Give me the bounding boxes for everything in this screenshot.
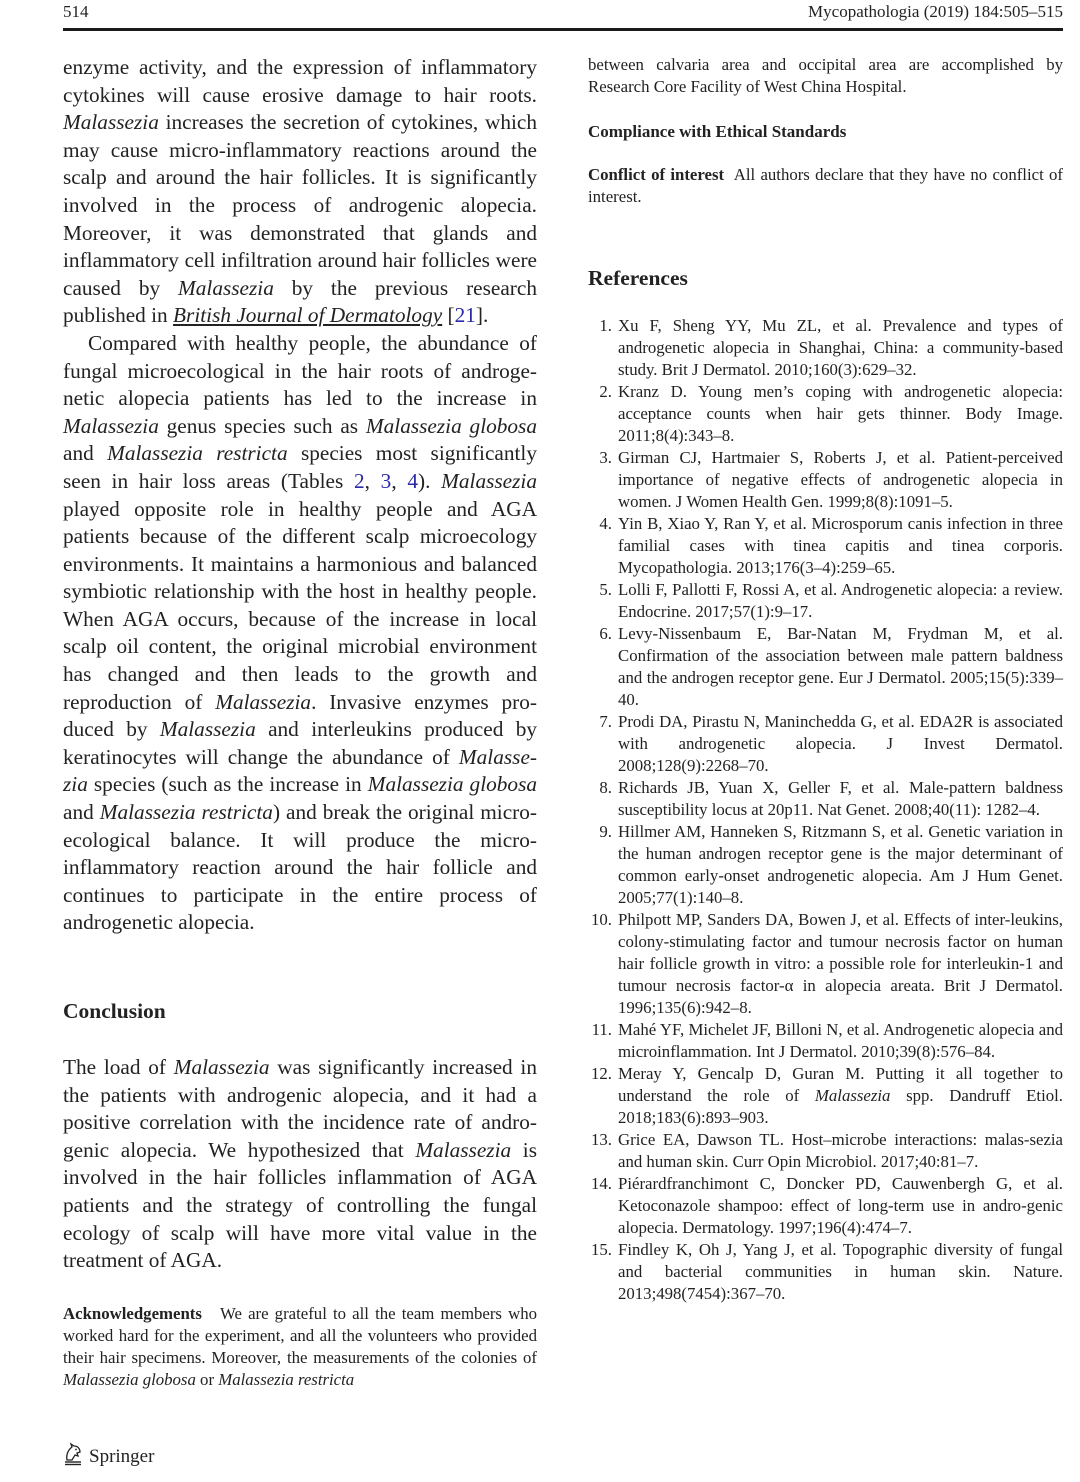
acknowledgements-paragraph: Acknowledgements We are grateful to all the team members who worked hard for the experiment, and all the volunteers who provided their hair specimens. Moreover, the measurements of the colonies of Malassezia globosa or Malassezia restricta <box>63 1303 542 1389</box>
header-rule <box>63 28 1063 31</box>
section-heading-conclusion: Conclusion <box>63 999 166 1023</box>
table-link-4[interactable]: 4 <box>407 468 419 493</box>
reference-item: 1. Xu F, Sheng YY, Mu ZL, et al. Prevalence and types of androgenetic alopecia in Shanghai, China: a community-based study. Brit J Dermatol. 2010;160(3):629–32. <box>599 316 1063 379</box>
reference-item: 4. Yin B, Xiao Y, Ran Y, et al. Microsporum canis infection in three familial cases with tinea capitis and tinea corporis. Mycopathologia. 2013;176(3–4):259–65. <box>599 514 1063 577</box>
reference-item: 11. Mahé YF, Michelet JF, Billoni N, et al. Androgenetic alopecia and microinflammation. Int J Dermatol. 2010;39(8):576–84. <box>591 1020 1063 1061</box>
journal-citation: Mycopathologia (2019) 184:505–515 <box>808 2 1063 21</box>
table-link-2[interactable]: 2 <box>353 468 365 493</box>
conflict-label: Conflict of interest <box>588 165 725 184</box>
right-column <box>588 54 1068 1305</box>
running-header <box>63 0 1063 30</box>
reference-item: 7. Prodi DA, Pirastu N, Maninchedda G, et al. EDA2R is associated with androgenetic alopecia. J Invest Dermatol. 2008;128(9):2268–70. <box>599 712 1063 775</box>
species-name: Malassezia <box>178 275 274 300</box>
left-column <box>63 54 542 1391</box>
body-paragraph-1: enzyme activity, and the expression of inflammatory cytokines will cause erosive damage to hair roots. Malassezia increases the secretion of cytokines, which may cause micro-inflammatory reactions around the scalp and around the hair follicles. It is significantly involved in the process of androgenic alopecia. Moreover, it was demonstrated that glands and inflammatory cell infiltration around hair follicles were caused by Malassezia by the previous research published in British Journal of Dermatology [21]. <box>63 55 537 328</box>
conflict-of-interest-paragraph: Conflict of interest All authors declare that they have no conflict of interest. <box>588 165 1068 206</box>
acknowledgements-label: Acknowledgements <box>63 1303 202 1323</box>
acknowledgements-continued: between calvaria area and occipital area are accomplished by Research Core Facility of West China Hospital. <box>588 55 1063 96</box>
reference-item: 14. Piérardfranchimont C, Doncker PD, Cauwenbergh G, et al. Ketoconazole shampoo: effect of long-term use in andro-genic alopecia. Dermatology. 1997;196(4):474–7. <box>591 1174 1063 1237</box>
springer-knight-logo-icon <box>63 1442 83 1471</box>
reference-item: 8. Richards JB, Yuan X, Geller F, et al. Male-pattern baldness susceptibility locus at 20p11. Nat Genet. 2008;40(11): 1282–4. <box>599 778 1063 819</box>
reference-item: 5. Lolli F, Pallotti F, Rossi A, et al. Androgenetic alopecia: a review. Endocrine. 2017;57(1):9–17. <box>599 580 1063 621</box>
section-heading-references: References <box>588 266 688 290</box>
conclusion-paragraph: The load of Malassezia was significantly increased in the patients with androgenic alopecia, and it had a positive correlation with the incidence rate of andro-genic alopecia. We hypothesized that Malassezia is involved in the hair follicles inflammation of AGA patients and the strategy of controlling the fungal ecology of scalp will have more vital value in the treatment of AGA. <box>63 1055 537 1273</box>
table-link-3[interactable]: 3 <box>380 468 392 493</box>
journal-link[interactable]: British Journal of Dermatology <box>173 303 443 328</box>
reference-item: 6. Levy-Nissenbaum E, Bar-Natan M, Frydman M, et al. Confirmation of the association between male pattern baldness and the androgen receptor gene. Eur J Dermatol. 2005;15(5):339–40. <box>599 624 1063 709</box>
publisher-name: Springer <box>89 1445 155 1467</box>
species-name: Malassezia <box>63 110 159 135</box>
citation-link-21[interactable]: 21 <box>454 303 476 328</box>
reference-item: 2. Kranz D. Young men’s coping with androgenetic alopecia: acceptance counts when hair gets thinner. Body Image. 2011;8(4):343–8. <box>599 382 1063 445</box>
reference-list <box>588 315 1063 1305</box>
reference-item: 12. Meray Y, Gencalp D, Guran M. Putting it all together to understand the role of Malassezia spp. Dandruff Etiol. 2018;183(6):893–903. <box>591 1064 1064 1127</box>
reference-item: 13. Grice EA, Dawson TL. Host–microbe interactions: malas-sezia and human skin. Curr Opin Microbiol. 2017;40:81–7. <box>591 1130 1063 1171</box>
reference-item: 10. Philpott MP, Sanders DA, Bowen J, et al. Effects of inter-leukins, colony-stimulating factor and tumour necrosis factor on human hair follicle growth in vitro: a possible role for interleukin-1 and tumour necrosis factor-α in alopecia areata. Brit J Dermatol. 1996;135(6):942–8. <box>591 910 1063 1017</box>
reference-item: 3. Girman CJ, Hartmaier S, Roberts J, et al. Patient-perceived importance of negative effects of androgenetic alopecia in women. J Women Health Gen. 1999;8(8):1091–5. <box>599 448 1063 511</box>
page-number: 514 <box>63 2 89 21</box>
body-paragraph-2: Compared with healthy people, the abundance of fungal microecological in the hair roots of androge-netic alopecia patients has led to the increase in Malassezia genus species such as Malassezia globosa and Malassezia restricta species most significantly seen in hair loss areas (Tables 2, 3, 4). Malassezia played opposite role in healthy people and AGA patients because of the different scalp microecology environments. It maintains a harmonious and balanced symbiotic relationship with the host in healthy people. When AGA occurs, because of the increase in local scalp oil content, the original microbial environment has changed and then leads to the growth and reproduction of Malassezia. Invasive enzymes pro-duced by Malassezia and interleukins produced by keratinocytes will change the abundance of Malasse-zia species (such as the increase in Malassezia globosa and Malassezia restricta) and break the original micro-ecological balance. It will produce the micro-inflammatory reaction around the hair follicle and continues to participate in the entire process of androgenetic alopecia. <box>63 330 538 935</box>
section-heading-compliance: Compliance with Ethical Standards <box>588 122 847 141</box>
reference-item: 15. Findley K, Oh J, Yang J, et al. Topographic diversity of fungal and bacterial communities in human skin. Nature. 2013;498(7454):367–70. <box>591 1240 1063 1303</box>
reference-item: 9. Hillmer AM, Hanneken S, Ritzmann S, et al. Genetic variation in the human androgen receptor gene is the major determinant of common early-onset androgenetic alopecia. Am J Hum Genet. 2005;77(1):140–8. <box>599 822 1063 907</box>
publisher-footer <box>63 1442 154 1471</box>
